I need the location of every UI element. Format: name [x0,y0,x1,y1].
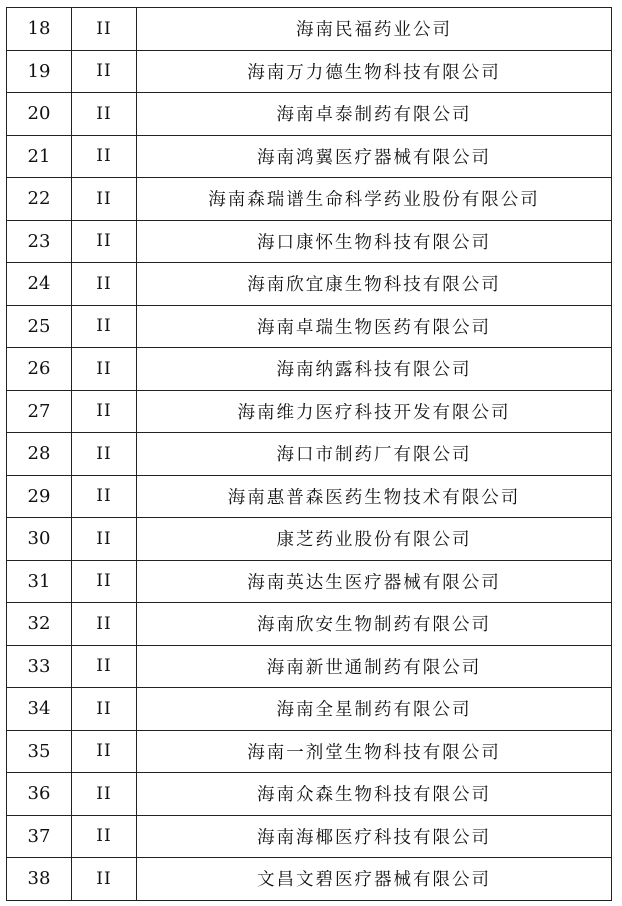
table-row [7,858,612,901]
row-number-cell: 21 [7,135,72,178]
company-name-cell: 海南森瑞谱生命科学药业股份有限公司 [137,178,612,221]
category-cell: II [72,560,137,603]
row-number-cell: 19 [7,50,72,93]
table-body [7,8,612,901]
company-name-cell: 海南新世通制药有限公司 [137,645,612,688]
row-number-cell: 26 [7,348,72,391]
company-name-cell: 海口康怀生物科技有限公司 [137,220,612,263]
table-row [7,475,612,518]
row-number-cell: 37 [7,815,72,858]
row-number-cell: 23 [7,220,72,263]
company-name-cell: 海口市制药厂有限公司 [137,433,612,476]
table-row [7,560,612,603]
category-cell: II [72,135,137,178]
row-number-cell: 24 [7,263,72,306]
table-row [7,178,612,221]
category-cell: II [72,518,137,561]
row-number-cell: 18 [7,8,72,51]
category-cell: II [72,93,137,136]
table-row [7,50,612,93]
row-number-cell: 30 [7,518,72,561]
table-row [7,135,612,178]
table-row [7,305,612,348]
company-name-cell: 海南众森生物科技有限公司 [137,773,612,816]
category-cell: II [72,50,137,93]
table-row [7,220,612,263]
row-number-cell: 32 [7,603,72,646]
row-number-cell: 36 [7,773,72,816]
row-number-cell: 34 [7,688,72,731]
company-name-cell: 康芝药业股份有限公司 [137,518,612,561]
category-cell: II [72,645,137,688]
company-name-cell: 海南鸿翼医疗器械有限公司 [137,135,612,178]
company-name-cell: 海南欣宜康生物科技有限公司 [137,263,612,306]
table-row [7,645,612,688]
category-cell: II [72,263,137,306]
company-name-cell: 海南纳露科技有限公司 [137,348,612,391]
table-row [7,390,612,433]
row-number-cell: 29 [7,475,72,518]
company-name-cell: 海南万力德生物科技有限公司 [137,50,612,93]
table-row [7,688,612,731]
category-cell: II [72,858,137,901]
row-number-cell: 38 [7,858,72,901]
category-cell: II [72,773,137,816]
category-cell: II [72,178,137,221]
company-name-cell: 海南欣安生物制药有限公司 [137,603,612,646]
category-cell: II [72,348,137,391]
company-name-cell: 海南卓泰制药有限公司 [137,93,612,136]
category-cell: II [72,688,137,731]
category-cell: II [72,8,137,51]
company-name-cell: 海南全星制药有限公司 [137,688,612,731]
table-row [7,93,612,136]
company-table [6,7,612,901]
category-cell: II [72,220,137,263]
company-name-cell: 海南一剂堂生物科技有限公司 [137,730,612,773]
category-cell: II [72,603,137,646]
category-cell: II [72,305,137,348]
row-number-cell: 25 [7,305,72,348]
company-name-cell: 海南英达生医疗器械有限公司 [137,560,612,603]
company-name-cell: 海南民福药业公司 [137,8,612,51]
table-row [7,518,612,561]
category-cell: II [72,815,137,858]
table-row [7,815,612,858]
table-row [7,8,612,51]
table-row [7,773,612,816]
company-name-cell: 海南海椰医疗科技有限公司 [137,815,612,858]
row-number-cell: 33 [7,645,72,688]
row-number-cell: 22 [7,178,72,221]
company-name-cell: 海南维力医疗科技开发有限公司 [137,390,612,433]
category-cell: II [72,475,137,518]
company-name-cell: 文昌文碧医疗器械有限公司 [137,858,612,901]
category-cell: II [72,730,137,773]
category-cell: II [72,433,137,476]
table-row [7,730,612,773]
row-number-cell: 28 [7,433,72,476]
table-row [7,433,612,476]
row-number-cell: 20 [7,93,72,136]
row-number-cell: 27 [7,390,72,433]
company-name-cell: 海南惠普森医药生物技术有限公司 [137,475,612,518]
table-row [7,263,612,306]
table-row [7,348,612,391]
row-number-cell: 31 [7,560,72,603]
company-name-cell: 海南卓瑞生物医药有限公司 [137,305,612,348]
category-cell: II [72,390,137,433]
table-row [7,603,612,646]
row-number-cell: 35 [7,730,72,773]
